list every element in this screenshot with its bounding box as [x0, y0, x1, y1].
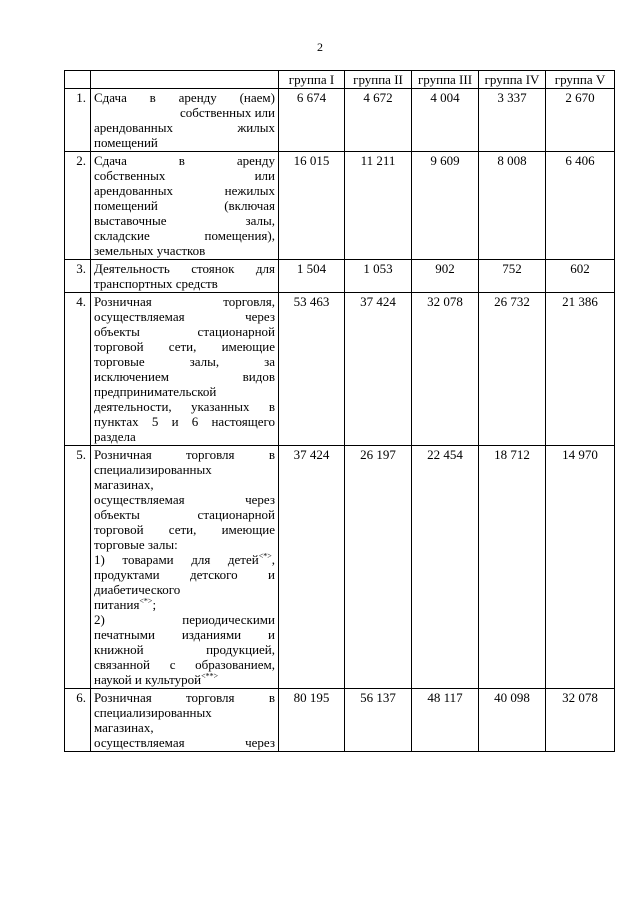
activity-line: помещений: [94, 135, 158, 150]
value-group-5: 32 078: [546, 689, 615, 752]
value-group-3: 902: [412, 260, 479, 293]
value-group-2: 26 197: [345, 446, 412, 689]
activity-line: собственных или: [94, 168, 275, 183]
activity-line: выставочные залы,: [94, 213, 275, 228]
value-group-1: 80 195: [279, 689, 345, 752]
value-group-4: 18 712: [479, 446, 546, 689]
activity-line: арендованных жилых: [94, 120, 275, 135]
activity-line: транспортных средств: [94, 276, 218, 291]
activity-text: 1) товарами для детей: [94, 552, 259, 567]
activity-line: книжной продукцией,: [94, 642, 275, 657]
activity-cell: [91, 89, 279, 152]
value-group-4: 40 098: [479, 689, 546, 752]
activity-line: раздела: [94, 429, 136, 444]
table-row: [65, 446, 615, 689]
punctuation: ;: [152, 597, 157, 612]
activity-text: питания: [94, 597, 140, 612]
value-group-5: 2 670: [546, 89, 615, 152]
activity-line: осуществляемая через: [94, 309, 275, 324]
value-group-5: 14 970: [546, 446, 615, 689]
value-group-1: 53 463: [279, 293, 345, 446]
row-number: 4.: [65, 293, 91, 446]
activity-line: магазинах,: [94, 720, 154, 735]
footnote-marker: <*>: [258, 551, 272, 561]
activity-line: деятельности, указанных в: [94, 399, 275, 414]
value-group-3: 4 004: [412, 89, 479, 152]
activity-cell: [91, 152, 279, 260]
activity-line: 2) периодическими: [94, 612, 275, 627]
value-group-2: 37 424: [345, 293, 412, 446]
activity-line: объекты стационарной: [94, 324, 275, 339]
value-group-3: 48 117: [412, 689, 479, 752]
activity-line: Сдача в аренду: [94, 153, 275, 168]
activity-line: Розничная торговля в: [94, 690, 275, 705]
table-header-row: [65, 71, 615, 89]
activity-line: торговые залы, за: [94, 354, 275, 369]
table-row: [65, 689, 615, 752]
value-group-4: 752: [479, 260, 546, 293]
activity-cell: [91, 446, 279, 689]
value-group-1: 6 674: [279, 89, 345, 152]
row-number: 6.: [65, 689, 91, 752]
value-group-1: 37 424: [279, 446, 345, 689]
punctuation: ,: [271, 552, 275, 567]
value-group-1: 16 015: [279, 152, 345, 260]
activity-line: земельных участков: [94, 243, 206, 258]
table-row: [65, 260, 615, 293]
rates-table: [64, 70, 615, 752]
activity-line: пунктах 5 и 6 настоящего: [94, 414, 275, 429]
table-row: [65, 293, 615, 446]
header-cell-number: [65, 71, 91, 89]
header-cell-group-3: группа III: [412, 71, 479, 89]
activity-line: диабетического: [94, 582, 181, 597]
value-group-5: 602: [546, 260, 615, 293]
activity-line: связанной с образованием,: [94, 657, 275, 672]
activity-line: торговые залы:: [94, 537, 178, 552]
value-group-3: 22 454: [412, 446, 479, 689]
table-row: [65, 89, 615, 152]
activity-line: объекты стационарной: [94, 507, 275, 522]
value-group-5: 6 406: [546, 152, 615, 260]
activity-text: наукой и культурой: [94, 672, 202, 687]
activity-line: Деятельность стоянок для: [94, 261, 275, 276]
header-cell-activity: [91, 71, 279, 89]
row-number: 2.: [65, 152, 91, 260]
value-group-2: 11 211: [345, 152, 412, 260]
value-group-2: 56 137: [345, 689, 412, 752]
activity-line: Сдача в аренду (наем): [94, 90, 275, 105]
activity-line: торговой сети, имеющие: [94, 339, 275, 354]
activity-line: [94, 552, 275, 567]
row-number: 3.: [65, 260, 91, 293]
header-cell-group-2: группа II: [345, 71, 412, 89]
activity-line: специализированных: [94, 462, 212, 477]
activity-line: специализированных: [94, 705, 212, 720]
value-group-3: 32 078: [412, 293, 479, 446]
activity-line: осуществляемая через: [94, 735, 275, 750]
activity-line: магазинах,: [94, 477, 154, 492]
header-cell-group-4: группа IV: [479, 71, 546, 89]
activity-line: продуктами детского и: [94, 567, 275, 582]
activity-line: [94, 672, 275, 687]
activity-line: [94, 597, 275, 612]
activity-line: осуществляемая через: [94, 492, 275, 507]
activity-cell: [91, 293, 279, 446]
header-cell-group-5: группа V: [546, 71, 615, 89]
value-group-4: 8 008: [479, 152, 546, 260]
activity-line: складские помещения),: [94, 228, 275, 243]
value-group-3: 9 609: [412, 152, 479, 260]
value-group-2: 4 672: [345, 89, 412, 152]
activity-line: исключением видов: [94, 369, 275, 384]
activity-line: арендованных нежилых: [94, 183, 275, 198]
activity-line: печатными изданиями и: [94, 627, 275, 642]
value-group-4: 26 732: [479, 293, 546, 446]
value-group-4: 3 337: [479, 89, 546, 152]
activity-line: собственных или: [180, 105, 275, 120]
footnote-marker: <**>: [201, 671, 219, 681]
activity-line: торговой сети, имеющие: [94, 522, 275, 537]
table-row: [65, 152, 615, 260]
footnote-marker: <*>: [139, 596, 153, 606]
activity-line: предпринимательской: [94, 384, 217, 399]
value-group-2: 1 053: [345, 260, 412, 293]
row-number: 5.: [65, 446, 91, 689]
page-number: 2: [317, 40, 323, 54]
value-group-1: 1 504: [279, 260, 345, 293]
activity-cell: [91, 260, 279, 293]
activity-line: Розничная торговля в: [94, 447, 275, 462]
activity-cell: [91, 689, 279, 752]
activity-line: Розничная торговля,: [94, 294, 275, 309]
row-number: 1.: [65, 89, 91, 152]
value-group-5: 21 386: [546, 293, 615, 446]
header-cell-group-1: группа I: [279, 71, 345, 89]
activity-line: помещений (включая: [94, 198, 275, 213]
